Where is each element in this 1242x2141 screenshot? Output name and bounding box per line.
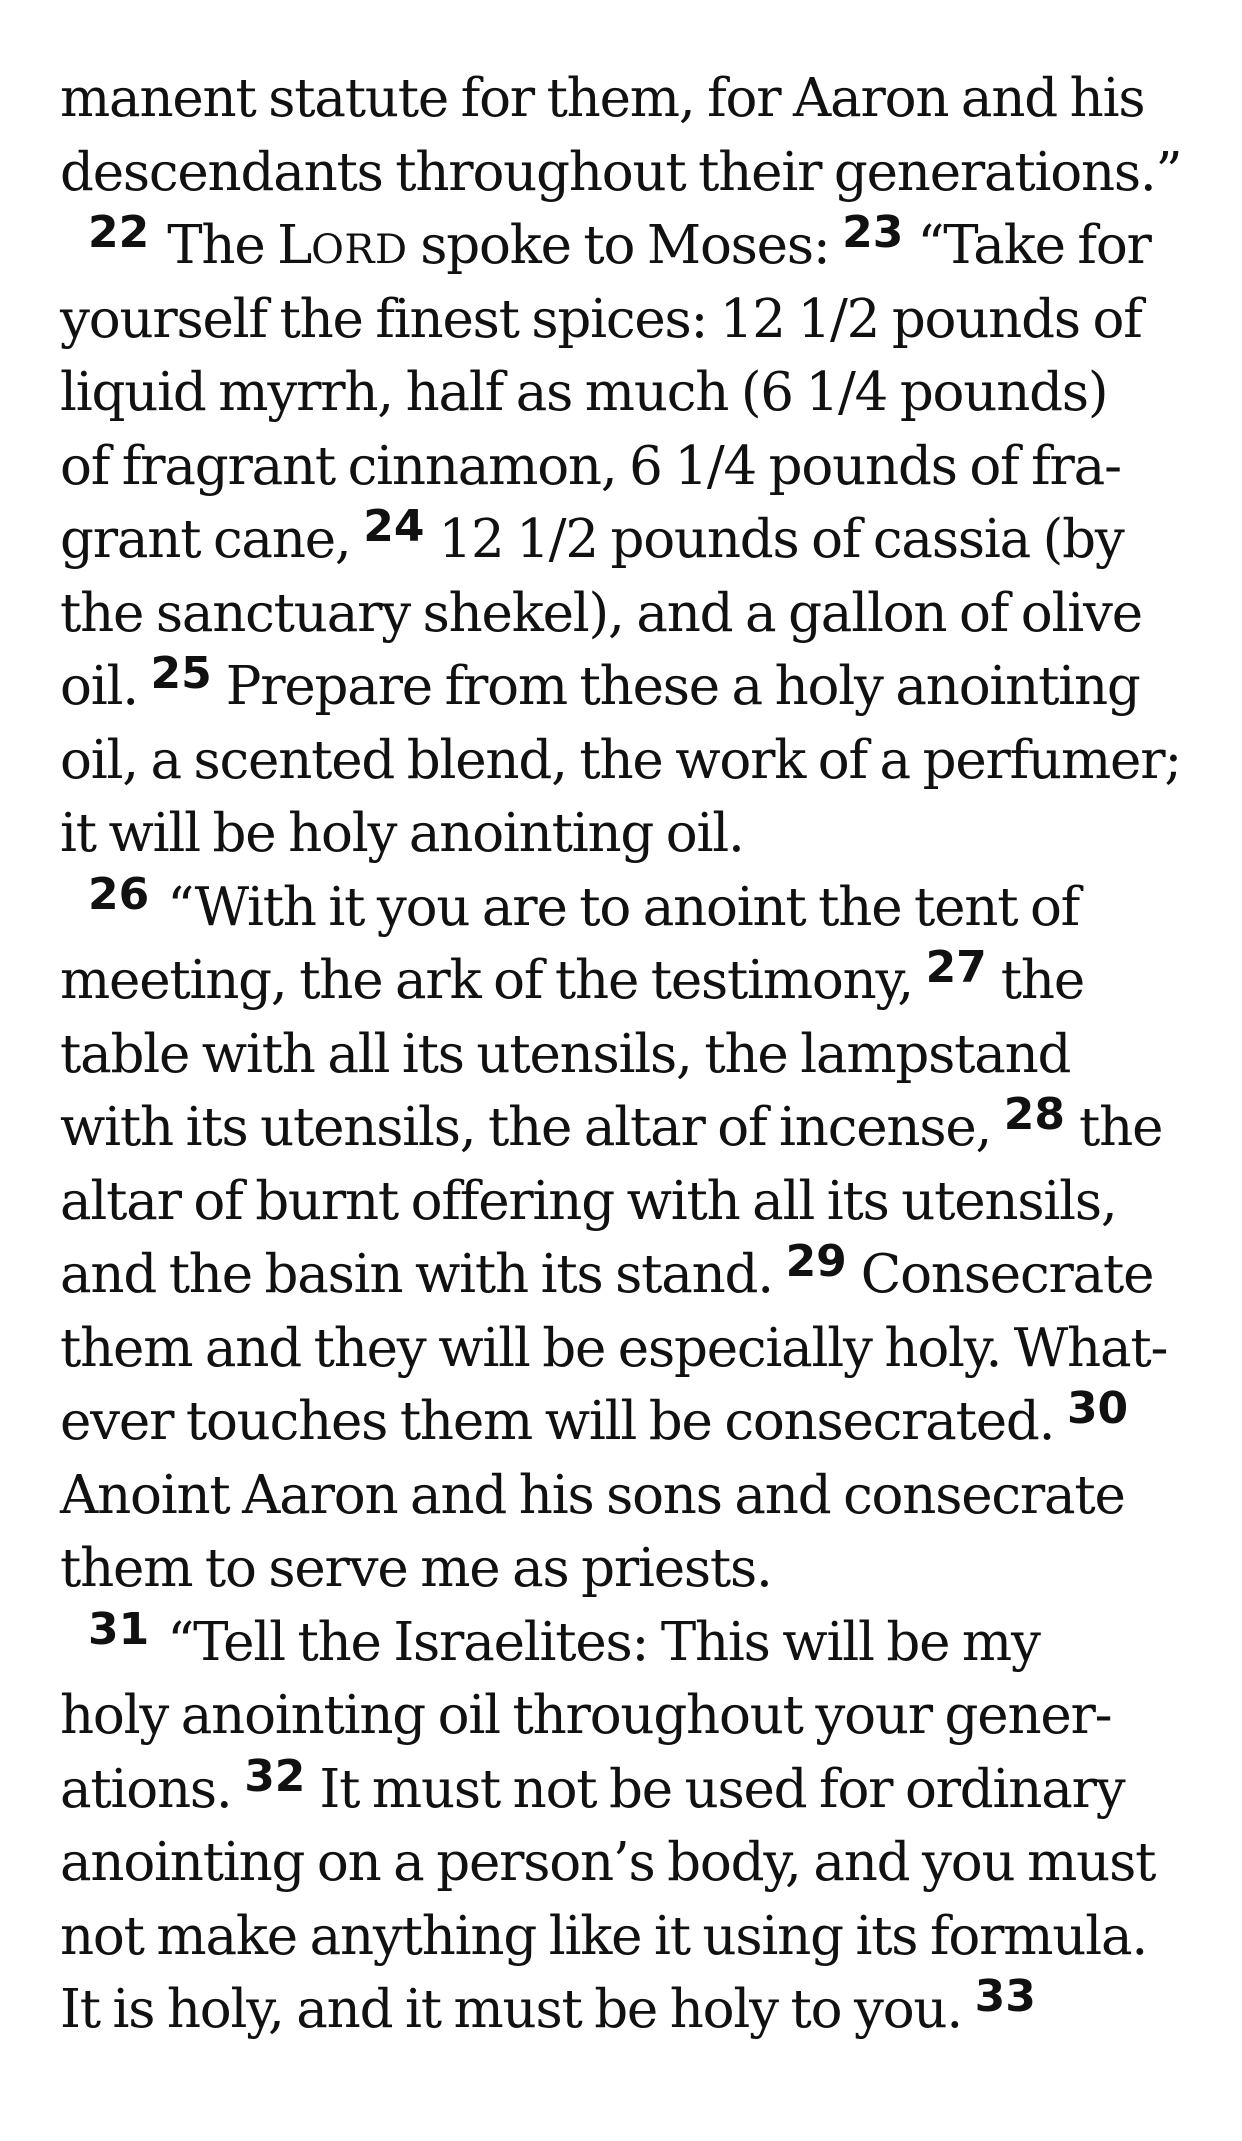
text-line	[60, 503, 1200, 577]
text-line	[60, 283, 1200, 357]
verse-text: manent statute for them, for Aaron and his	[60, 68, 1145, 129]
verse-text: Prepare from these a holy anointing	[225, 656, 1140, 717]
verse-number-32: 32	[244, 1750, 306, 1802]
text-line	[60, 868, 1200, 945]
verse-text: yourself the finest spices: 12 1/2 pounds of	[60, 288, 1142, 350]
text-line	[60, 1018, 1200, 1092]
verse-text: them and they will be especially holy. What-	[60, 1317, 1168, 1379]
verse-text: holy anointing oil throughout your gener-	[60, 1685, 1112, 1746]
verse-text: “Take for	[917, 215, 1151, 276]
verse-number-27: 27	[925, 942, 987, 993]
text-line	[60, 1826, 1200, 1900]
text-line	[60, 430, 1200, 504]
verse-number-24: 24	[363, 501, 425, 552]
verse-text: anointing on a person’s body, and you must	[60, 1832, 1156, 1893]
verse-number-31: 31	[88, 1603, 150, 1655]
text-line	[60, 650, 1200, 724]
verse-text: “Tell the Israelites: This will be my	[167, 1611, 1040, 1673]
verse-text: ever touches them will be consecrated.	[60, 1391, 1067, 1452]
text-line	[60, 1165, 1200, 1239]
small-caps-text: ORD	[311, 227, 408, 273]
verse-text: 12 1/2 pounds of cassia (by	[438, 509, 1124, 570]
text-line	[60, 577, 1200, 651]
verse-text: meeting, the ark of the testimony,	[60, 950, 926, 1011]
text-line	[60, 1679, 1200, 1753]
verse-text: spoke to Moses:	[407, 215, 843, 276]
verse-text: descendants throughout their generations.”	[60, 141, 1182, 203]
verse-number-22: 22	[88, 207, 150, 258]
verse-text: not make anything like it using its formula.	[60, 1905, 1147, 1967]
verse-text: and the basin with its stand.	[60, 1244, 786, 1305]
verse-number-33: 33	[974, 1971, 1036, 2022]
text-line	[60, 1238, 1200, 1312]
verse-text: table with all its utensils, the lampstand	[60, 1023, 1071, 1085]
verse-number-29: 29	[785, 1236, 847, 1287]
verse-number-25: 25	[150, 648, 212, 699]
verse-text: grant cane,	[60, 509, 364, 570]
text-line	[60, 136, 1200, 210]
verse-text: altar of burnt offering with all its utensils,	[60, 1170, 1117, 1232]
text-line	[60, 1532, 1200, 1606]
verse-text: the	[1079, 1097, 1163, 1158]
text-line	[60, 1750, 1200, 1827]
verse-text: oil.	[60, 656, 151, 717]
verse-text: Consecrate	[860, 1244, 1154, 1305]
text-line	[60, 944, 1200, 1018]
text-line	[60, 797, 1200, 871]
verse-text: The L	[167, 215, 312, 276]
verse-number-26: 26	[88, 868, 150, 920]
verse-text: It is holy, and it must be holy to you.	[60, 1979, 975, 2040]
verse-number-30: 30	[1066, 1383, 1129, 1434]
verse-text: Anoint Aaron and his sons and consecrate	[60, 1464, 1125, 1526]
verse-text: ations.	[60, 1758, 245, 1820]
scripture-text	[60, 62, 1200, 2047]
verse-text: oil, a scented blend, the work of a perfumer;	[60, 729, 1181, 791]
verse-text: liquid myrrh, half as much (6 1/4 pounds)	[60, 362, 1108, 423]
verse-number-28: 28	[1003, 1089, 1066, 1140]
text-line	[60, 209, 1200, 283]
verse-text: the sanctuary shekel), and a gallon of olive	[60, 582, 1142, 644]
text-line	[60, 1312, 1200, 1386]
text-line	[60, 1603, 1200, 1680]
verse-text: the	[1000, 950, 1084, 1011]
verse-number-23: 23	[842, 207, 904, 258]
text-line	[60, 1900, 1200, 1974]
text-line	[60, 1385, 1200, 1459]
text-line	[60, 1973, 1200, 2047]
verse-text: of fragrant cinnamon, 6 1/4 pounds of fra-	[60, 435, 1121, 497]
text-line	[60, 1459, 1200, 1533]
verse-text: them to serve me as priests.	[60, 1538, 772, 1599]
text-line	[60, 1091, 1200, 1165]
text-line	[60, 62, 1200, 136]
verse-text: “With it you are to anoint the tent of	[167, 876, 1080, 938]
text-line	[60, 724, 1200, 798]
verse-text: with its utensils, the altar of incense,	[60, 1097, 1004, 1158]
text-line	[60, 356, 1200, 430]
verse-text: It must not be used for ordinary	[319, 1758, 1125, 1820]
verse-text: it will be holy anointing oil.	[60, 803, 744, 864]
